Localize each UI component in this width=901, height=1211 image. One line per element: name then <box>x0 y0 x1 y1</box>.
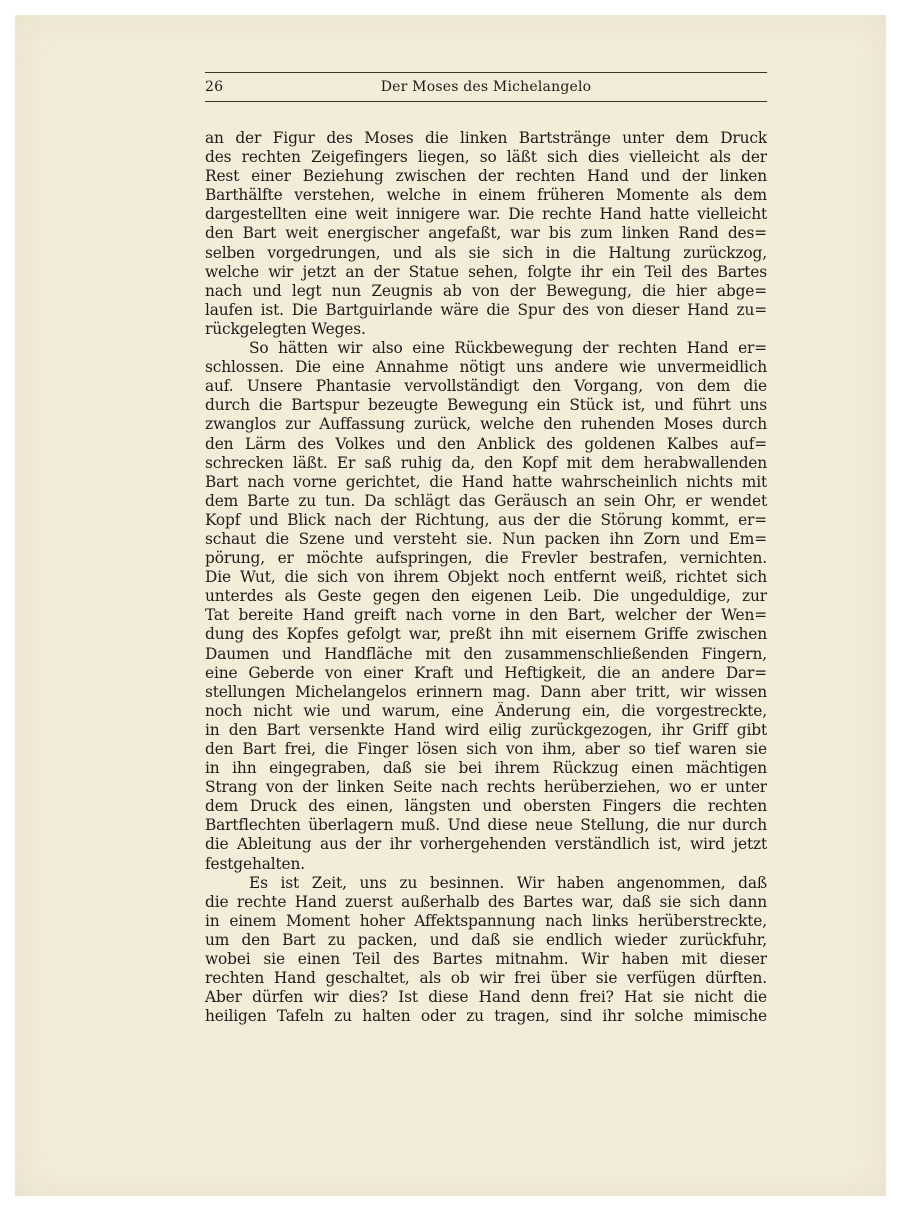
text-line: schlossen. Die eine Annahme nötigt uns andere wie unvermeidlich <box>205 358 767 377</box>
text-line: den Bart frei, die Finger lösen sich von ihm, aber so tief waren sie <box>205 740 767 758</box>
text-line: eine Geberde von einer Kraft und Heftigkeit, die an andere Dar= <box>205 663 767 682</box>
text-line: den Lärm des Volkes und den Anblick des goldenen Kalbes auf= <box>205 434 767 453</box>
text-line: heiligen Tafeln zu halten oder zu tragen, sind ihr solche mimische <box>205 1007 767 1026</box>
header-bottom-rule <box>205 101 767 102</box>
text-line: schrecken läßt. Er saß ruhig da, den Kopf mit dem herabwallenden <box>205 453 767 472</box>
text-line: unterdes als Geste gegen den eigenen Leib. Die ungeduldige, zur <box>205 587 767 606</box>
text-line: selben vorgedrungen, und als sie sich in die Haltung zurückzog, <box>205 243 767 262</box>
text-line: So hätten wir also eine Rückbewegung der rechten Hand er= <box>249 339 767 358</box>
text-line: Tat bereite Hand greift nach vorne in den Bart, welcher der Wen= <box>205 606 767 625</box>
book-page <box>205 72 767 1026</box>
text-line: schaut die Szene und versteht sie. Nun packen ihn Zorn und Em= <box>205 529 767 548</box>
text-line: Barthälfte verstehen, welche in einem früheren Momente als dem <box>205 186 767 205</box>
text-line: Die Wut, die sich von ihrem Objekt noch entfernt weiß, richtet sich <box>205 568 767 587</box>
text-line: festgehalten. <box>205 854 306 873</box>
running-title: Der Moses des Michelangelo <box>380 79 592 95</box>
text-line: in ihn eingegraben, daß sie bei ihrem Rückzug einen mächtigen <box>205 759 767 778</box>
text-line: in den Bart versenkte Hand wird eilig zurückgezogen, ihr Griff gibt <box>205 720 767 739</box>
text-line: pörung, er möchte aufspringen, die Frevler bestrafen, vernichten. <box>205 549 767 568</box>
text-line: dargestellten eine weit innigere war. Die rechte Hand hatte vielleicht <box>205 205 767 224</box>
text-line: durch die Bartspur bezeugte Bewegung ein Stück ist, und führt uns <box>205 396 767 415</box>
text-line: laufen ist. Die Bartguirlande wäre die Spur des von dieser Hand zu= <box>205 300 767 319</box>
page-number: 26 <box>205 79 224 95</box>
text-line: nach und legt nun Zeugnis ab von der Bewegung, die hier abge= <box>205 281 767 300</box>
text-line: Daumen und Handfläche mit den zusammenschließenden Fingern, <box>205 644 767 663</box>
text-line: des rechten Zeigefingers liegen, so läßt sich dies vielleicht als der <box>205 148 767 167</box>
text-line: dem Barte zu tun. Da schlägt das Geräusch an sein Ohr, er wendet <box>205 491 767 510</box>
text-line: dung des Kopfes gefolgt war, preßt ihn mit eisernem Griffe zwischen <box>205 625 767 644</box>
text-line: Rest einer Beziehung zwischen der rechten Hand und der linken <box>205 167 767 186</box>
text-line: auf. Unsere Phantasie vervollständigt den Vorgang, von dem die <box>205 377 767 396</box>
text-line: Bartflechten überlagern muß. Und diese neue Stellung, die nur durch <box>205 816 767 835</box>
text-line: zwanglos zur Auffassung zurück, welche den ruhenden Moses durch <box>205 415 767 434</box>
text-line: an der Figur des Moses die linken Bartstränge unter dem Druck <box>205 129 767 147</box>
text-line: noch nicht wie und warum, eine Änderung ein, die vorgestreckte, <box>205 701 767 720</box>
text-line: um den Bart zu packen, und daß sie endlich wieder zurückfuhr, <box>205 930 767 949</box>
body-text <box>205 129 767 1026</box>
text-line: Kopf und Blick nach der Richtung, aus der die Störung kommt, er= <box>205 510 767 529</box>
text-line: Es ist Zeit, uns zu besinnen. Wir haben angenommen, daß <box>249 873 767 892</box>
text-line: Aber dürfen wir dies? Ist diese Hand denn frei? Hat sie nicht die <box>205 988 767 1007</box>
text-line: Strang von der linken Seite nach rechts herüberziehen, wo er unter <box>205 778 767 797</box>
text-line: Bart nach vorne gerichtet, die Hand hatte wahrscheinlich nichts mit <box>205 472 767 491</box>
text-line: dem Druck des einen, längsten und obersten Fingers die rechten <box>205 797 767 816</box>
text-line: stellungen Michelangelos erinnern mag. Dann aber tritt, wir wissen <box>205 682 767 701</box>
text-line: in einem Moment hoher Affektspannung nach links herüberstreckte, <box>205 911 767 930</box>
text-line: wobei sie einen Teil des Bartes mitnahm. Wir haben mit dieser <box>205 950 767 969</box>
text-line: den Bart weit energischer angefaßt, war bis zum linken Rand des= <box>205 224 767 243</box>
text-line: welche wir jetzt an der Statue sehen, folgte ihr ein Teil des Bartes <box>205 262 767 281</box>
text-line: die Ableitung aus der ihr vorhergehenden verständlich ist, wird jetzt <box>205 835 767 854</box>
text-line: rechten Hand geschaltet, als ob wir frei über sie verfügen dürften. <box>205 969 767 988</box>
text-line: rückgelegten Weges. <box>205 319 366 338</box>
text-line: die rechte Hand zuerst außerhalb des Bartes war, daß sie sich dann <box>205 892 767 911</box>
running-head <box>205 73 767 101</box>
